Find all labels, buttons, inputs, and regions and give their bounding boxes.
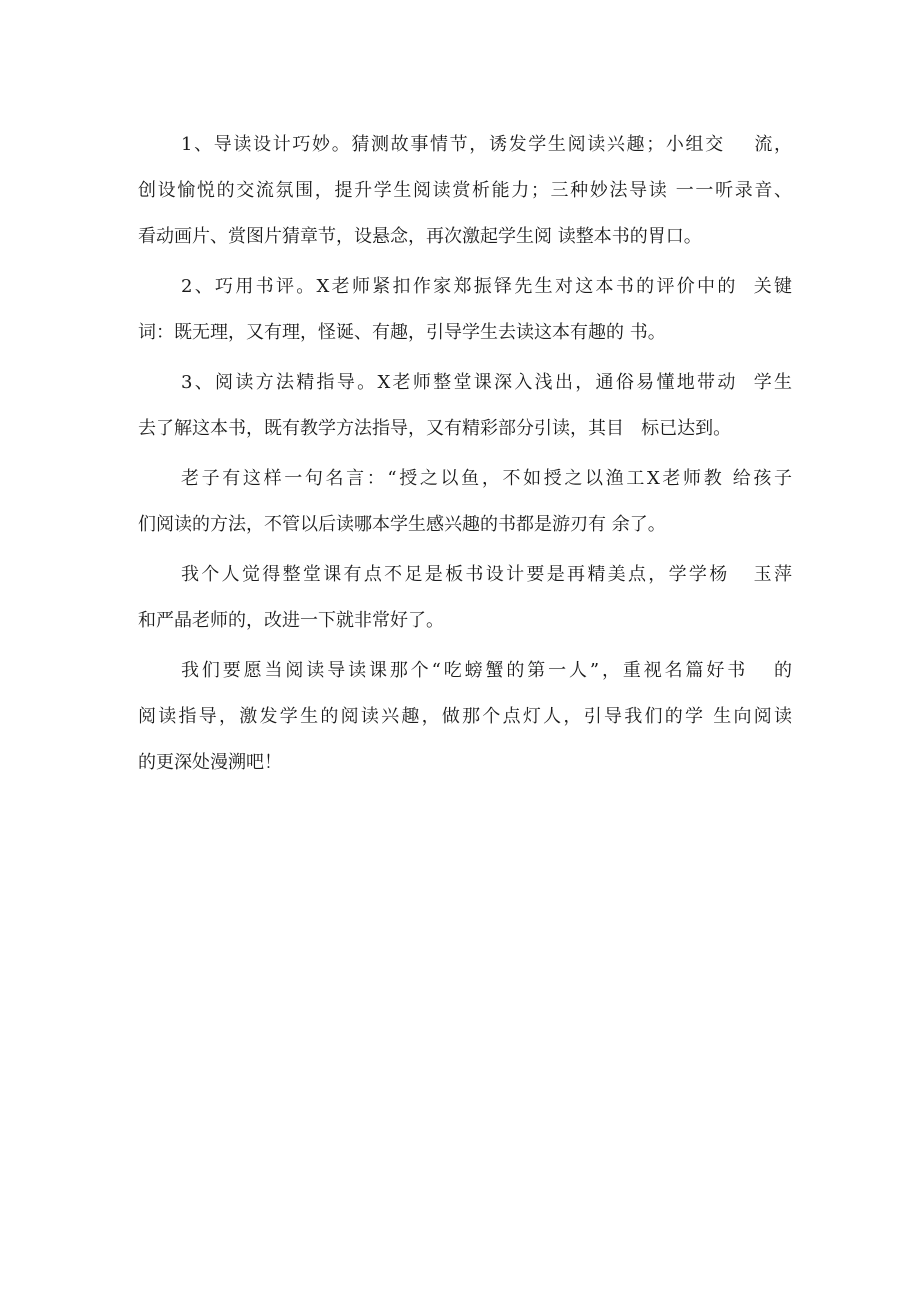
document-body [138,122,792,790]
paragraph-1 [138,122,792,260]
paragraph-3 [138,360,792,452]
paragraph-line: 创设愉悦的交流氛围，提升学生阅读赏析能力；三种妙法导读 一一听录音、 [138,180,792,201]
paragraph-line: 和严晶老师的，改进一下就非常好了。 [138,610,444,631]
paragraph-2 [138,264,792,356]
paragraph-line: 1、导读设计巧妙。猜测故事情节，诱发学生阅读兴趣；小组交 流， [181,134,792,155]
paragraph-line: 我们要愿当阅读导读课那个“吃螃蟹的第一人”，重视名篇好书 的 [181,660,792,681]
paragraph-5 [138,552,792,644]
paragraph-line: 看动画片、赏图片猜章节，设悬念，再次激起学生阅 读整本书的胃口。 [138,226,702,247]
paragraph-line: 阅读指导，激发学生的阅读兴趣，做那个点灯人，引导我们的学 生向阅读 [138,706,792,727]
paragraph-line: 去了解这本书，既有教学方法指导，又有精彩部分引读，其目 标已达到。 [138,418,732,439]
paragraph-line: 老子有这样一句名言：“授之以鱼，不如授之以渔工X老师教 给孩子 [181,468,792,489]
paragraph-4 [138,456,792,548]
paragraph-line: 的更深处漫溯吧！ [138,752,282,773]
paragraph-line: 们阅读的方法，不管以后读哪本学生感兴趣的书都是游刃有 余了。 [138,514,666,535]
paragraph-line: 词：既无理，又有理，怪诞、有趣，引导学生去读这本有趣的 书。 [138,322,666,343]
paragraph-6 [138,648,792,786]
paragraph-line: 2、巧用书评。X老师紧扣作家郑振铎先生对这本书的评价中的 关键 [181,276,792,297]
paragraph-line: 3、阅读方法精指导。X老师整堂课深入浅出，通俗易懂地带动 学生 [181,372,792,393]
paragraph-line: 我个人觉得整堂课有点不足是板书设计要是再精美点，学学杨 玉萍 [181,564,792,585]
